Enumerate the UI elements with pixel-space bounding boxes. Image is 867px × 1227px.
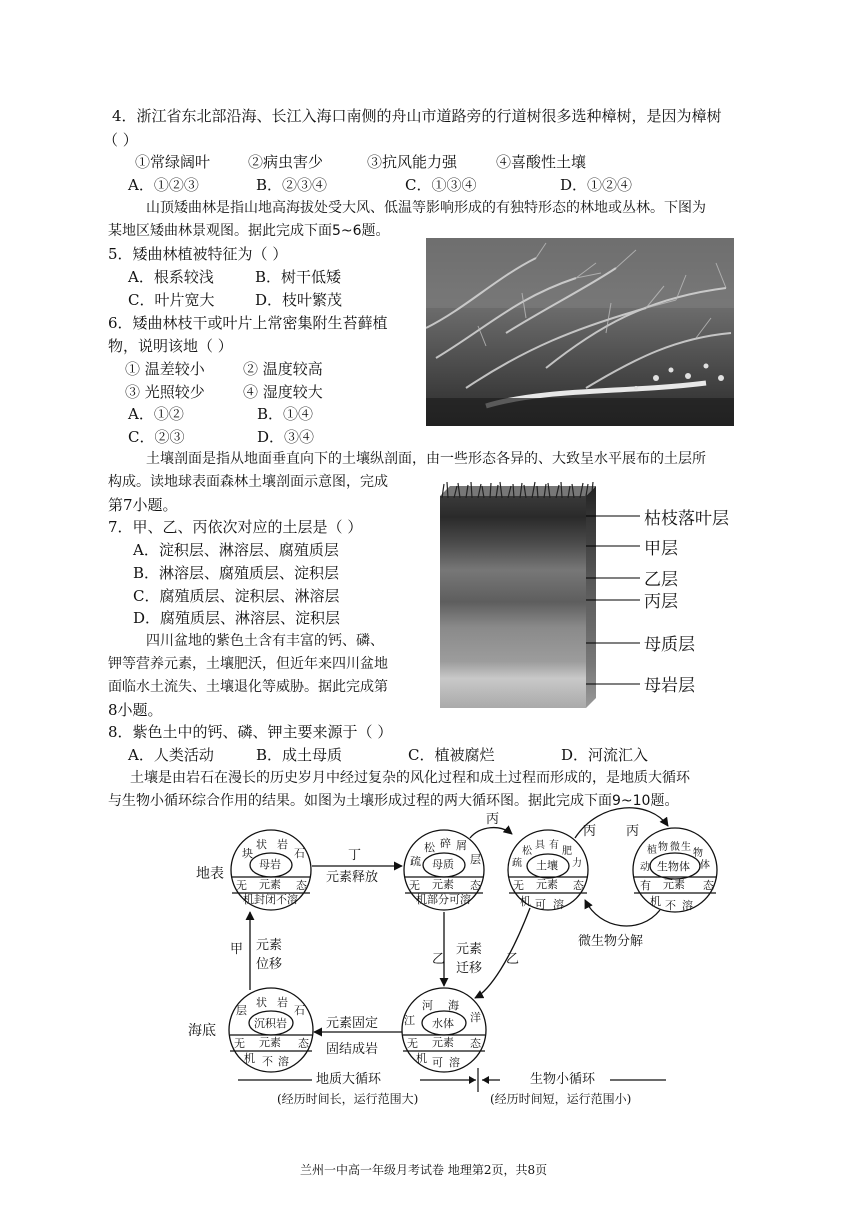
c6-low-1: 无 [407,1037,418,1050]
q4-paren: （ ） [103,131,138,149]
q6-option-c: C．②③ [128,428,185,446]
c2-core: 母质 [432,858,454,871]
label-element-release: 元素释放 [326,870,379,885]
c4-core: 生物体 [657,860,690,873]
c2-arc-3: 碎 [440,837,451,850]
c5-core: 沉积岩 [254,1017,287,1030]
c6-arc-4: 洋 [470,1011,481,1024]
c4-low-4: 溶 [682,899,693,912]
label-ding: 丁 [348,848,362,863]
c3-arc-5: 肥 [562,846,572,857]
q6-stem-line-1: 6．矮曲林枝干或叶片上常密集附生苔藓植 [108,314,388,332]
label-element-shift-1: 元素 [256,938,283,953]
intro-8-line-2: 钾等营养元素，土壤肥沃，但近年来四川盆地 [108,656,388,672]
intro-5-6-line-1: 山顶矮曲林是指山地高海拔处受大风、低温等影响形成的有独特形态的林地或丛林。下图为 [146,200,706,216]
label-jia: 甲 [230,942,244,957]
q6-item-2: ② 温度较高 [243,360,323,378]
q6-item-3: ③ 光照较少 [125,383,205,401]
q4-option-c: C．①③④ [405,176,477,194]
c3-arc-2: 松 [522,846,532,857]
intro-8-line-4: 8小题。 [108,701,163,719]
c5-low-4: 溶 [278,1055,289,1068]
q8-option-d: D．河流汇入 [561,746,649,764]
c5-low-3: 不 [262,1055,273,1068]
c1-low-1: 无 [236,879,247,892]
intro-7-line-3: 第7小题。 [108,496,178,514]
c4-low-3: 不 [665,899,676,912]
q4-item-2: ②病虫害少 [248,153,324,171]
label-microbial-decomposition: 微生物分解 [578,934,644,949]
intro-9-10-line-1: 土壤是由岩石在漫长的历史岁月中经过复杂的风化过程和成土过程而形成的，是地质大循环 [130,770,690,786]
soil-label-bing: 丙层 [644,592,678,612]
c1-low-2: 机 [243,893,254,906]
q7-option-b: B．淋溶层、腐殖质层、淀积层 [133,564,340,582]
soil-label-jia: 甲层 [644,539,678,559]
c4-arc-6: 体 [700,860,710,871]
c5-low-5: 态 [298,1037,309,1050]
label-element-shift-2: 位移 [256,957,283,972]
c2-low-1: 无 [409,879,420,892]
q5-option-d: D．枝叶繁茂 [255,291,343,309]
c2-arc-2: 松 [424,841,435,854]
c6-low-3: 可 [432,1056,443,1069]
label-surface: 地表 [196,866,224,882]
q4-stem: 4．浙江省东北部沿海、长江入海口南侧的舟山市道路旁的行道树很多选种樟树，是因为樟树 [112,107,722,125]
q6-option-a: A．①② [128,405,184,423]
label-bing-1: 丙 [486,812,500,827]
c4-arc-2: 物 [658,842,668,853]
q6-item-1: ① 温差较小 [125,360,205,378]
intro-7-line-2: 构成。读地球表面森林土壤剖面示意图，完成 [108,474,388,490]
c1-arc-3: 岩 [277,838,288,851]
label-element-fixation: 元素固定 [326,1016,379,1031]
c5-arc-1: 层 [236,1004,247,1017]
intro-5-6-line-2: 某地区矮曲林景观图。据此完成下面5~6题。 [108,223,390,239]
c6-band: 元素 [432,1036,454,1049]
soil-label-litter: 枯枝落叶层 [644,509,729,529]
c6-arc-2: 河 [422,999,433,1012]
q4-option-b: B．②③④ [256,176,328,194]
page-footer: 兰州一中高一年级月考试卷 地理第2页，共8页 [300,1163,548,1177]
q8-option-b: B．成土母质 [256,746,343,764]
label-yi-1: 乙 [432,952,446,967]
intro-7-line-1: 土壤剖面是指从地面垂直向下的土壤纵剖面，由一些形态各异的、大致呈水平展布的土层所 [146,451,706,467]
label-geological-cycle: 地质大循环 [316,1072,382,1087]
q8-stem: 8．紫色土中的钙、磷、钾主要来源于（ ） [108,723,393,741]
c3-arc-3: 具 [535,840,545,851]
q5-option-c: C．叶片宽大 [128,291,215,309]
q8-option-c: C．植被腐烂 [408,746,495,764]
q7-stem: 7．甲、乙、丙依次对应的土层是（ ） [108,518,363,536]
q7-option-d: D．腐殖质层、淋溶层、淀积层 [133,609,341,627]
c3-low-3: 可 [535,898,546,911]
c2-arc-4: 屑 [456,839,467,852]
c6-arc-1: 江 [404,1014,415,1027]
c3-low-4: 溶 [553,898,564,911]
c3-arc-6: 力 [572,858,582,869]
c6-core: 水体 [432,1017,454,1030]
c2-band: 元素 [432,878,454,891]
q6-item-4: ④ 湿度较大 [243,383,323,401]
c4-band: 元素 [663,878,685,891]
c6-low-2: 机 [416,1052,427,1065]
intro-8-line-1: 四川盆地的紫色土含有丰富的钙、磷、 [146,633,384,649]
c5-arc-2: 状 [256,996,267,1009]
c3-core: 土壤 [536,859,558,872]
q6-stem-line-2: 物，说明该地（ ） [108,337,233,355]
c2-low-3: 部分可溶 [427,893,471,906]
label-yi-2: 乙 [506,952,520,967]
intro-9-10-line-2: 与生物小循环综合作用的结果。如图为土壤形成过程的两大循环图。据此完成下面9~10题。 [108,793,679,809]
soil-label-parent-material: 母质层 [644,635,695,655]
q4-item-3: ③抗风能力强 [367,153,458,171]
c4-arc-5: 物 [693,848,703,859]
c2-arc-5: 层 [470,853,481,866]
q7-option-c: C．腐殖质层、淀积层、淋溶层 [133,587,340,605]
c4-low-1: 有 [640,879,651,892]
c4-low-5: 态 [703,879,714,892]
c1-low-4: 态 [296,879,307,892]
c3-band: 元素 [536,878,558,891]
label-element-migrate-1: 元素 [456,942,483,957]
c4-arc-3: 微 [670,842,680,853]
q4-item-1: ①常绿阔叶 [135,153,211,171]
c3-low-5: 态 [573,879,584,892]
intro-8-line-3: 面临水土流失、土壤退化等威胁。据此完成第 [108,679,388,695]
c4-low-2: 机 [650,895,661,908]
q4-item-4: ④喜酸性土壤 [496,153,587,171]
c5-band: 元素 [259,1036,281,1049]
q4-option-a: A．①②③ [128,176,199,194]
q6-option-b: B．①④ [257,405,314,423]
label-biological-cycle-note: (经历时间短，运行范围小) [490,1092,632,1106]
c6-arc-3: 海 [448,999,459,1012]
c1-arc-1: 块 [242,847,253,860]
c3-low-2: 机 [520,895,531,908]
label-element-migrate-2: 迁移 [456,961,483,976]
c4-arc-4: 生 [681,842,691,853]
c4-arc-1: 植 [647,845,657,856]
c2-low-2: 机 [416,893,427,906]
q8-option-a: A．人类活动 [128,746,214,764]
soil-label-bedrock: 母岩层 [644,676,695,696]
q4-option-d: D．①②④ [560,176,633,194]
q5-option-b: B．树干低矮 [255,268,342,286]
c1-arc-4: 石 [294,847,305,860]
c6-low-5: 态 [470,1037,481,1050]
c5-low-2: 机 [244,1052,255,1065]
c2-arc-1: 疏 [410,855,421,868]
c2-low-4: 态 [470,879,481,892]
label-lithification: 固结成岩 [326,1042,379,1057]
c1-band: 元素 [259,878,281,891]
q6-option-d: D．③④ [257,428,315,446]
label-geological-cycle-note: (经历时间长，运行范围大) [277,1092,419,1106]
q7-option-a: A．淀积层、淋溶层、腐殖质层 [133,541,339,559]
soil-label-yi: 乙层 [644,570,678,590]
q5-stem: 5．矮曲林植被特征为（ ） [108,245,288,263]
c1-core: 母岩 [259,858,281,871]
q5-option-a: A．根系较浅 [128,268,214,286]
c3-arc-4: 有 [549,840,559,851]
c1-low-3: 封闭不溶 [254,893,298,906]
c3-low-1: 无 [513,879,524,892]
c1-arc-2: 状 [256,838,267,851]
label-biological-cycle: 生物小循环 [530,1072,596,1087]
c5-low-1: 无 [234,1037,245,1050]
label-bing-3: 丙 [626,824,640,839]
c5-arc-4: 石 [294,1004,305,1017]
label-bing-2: 丙 [583,824,597,839]
c6-low-4: 溶 [449,1056,460,1069]
c3-arc-1: 疏 [512,858,522,869]
c4-side-1: 动 [640,862,650,873]
c5-arc-3: 岩 [277,996,288,1009]
label-seabed: 海底 [188,1023,216,1039]
